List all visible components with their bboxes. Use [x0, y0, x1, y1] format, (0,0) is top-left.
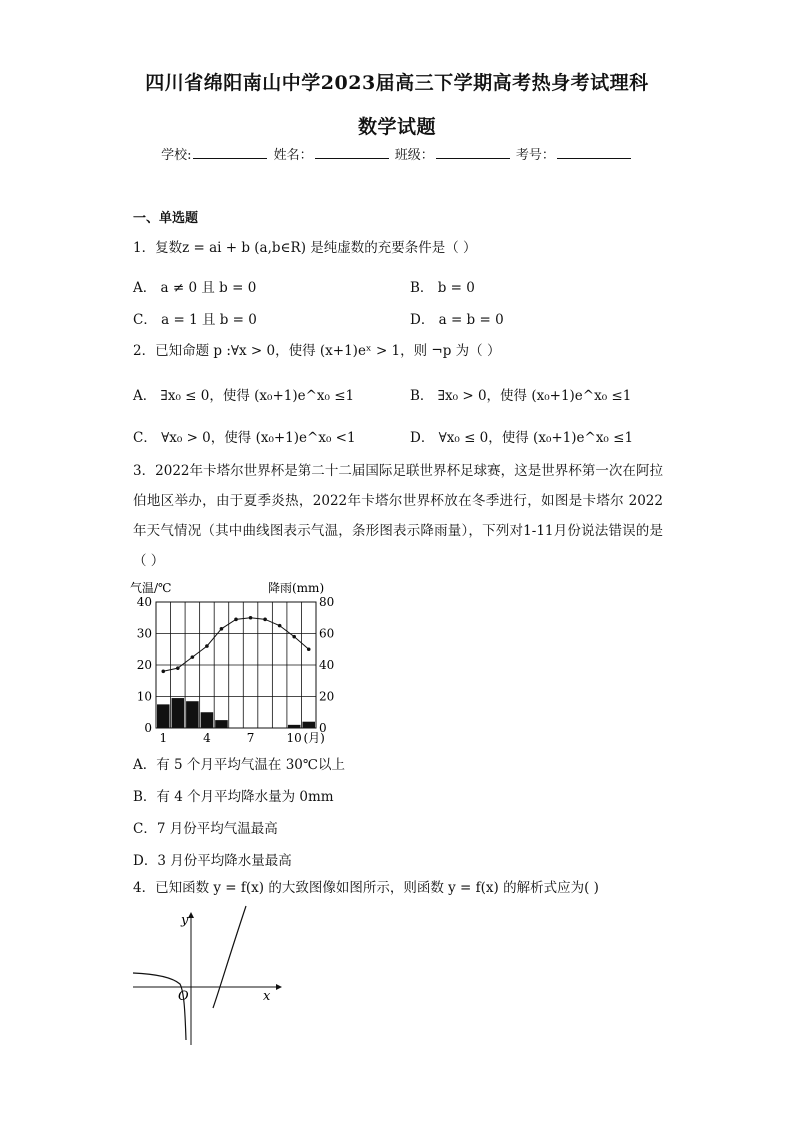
temperature-point: [263, 618, 267, 622]
right-tick-label: 80: [319, 595, 335, 609]
temperature-line: [161, 616, 310, 673]
q3-option-d: D．3 月份平均降水量最高: [133, 853, 292, 869]
q2-option-a: A． ∃x₀ ≤ 0，使得 (x₀+1)e^x₀ ≤1: [133, 388, 355, 404]
q3-option-c: C．7 月份平均气温最高: [133, 821, 278, 837]
class-blank: [436, 146, 510, 159]
q1-stem: 1．复数z = ai + b (a,b∈R) 是纯虚数的充要条件是（ ）: [133, 240, 477, 256]
curve-right-branch: [213, 906, 246, 1008]
rainfall-bar: [302, 722, 315, 728]
x-unit-label: (月): [303, 731, 325, 745]
temperature-point: [191, 655, 195, 659]
rainfall-bar: [288, 725, 301, 728]
right-tick-label: 60: [319, 626, 335, 641]
left-tick-label: 40: [136, 595, 152, 609]
x-tick-label: 10: [286, 731, 302, 745]
q2-stem: 2．已知命题 p :∀x > 0，使得 (x+1)eˣ > 1，则 ¬p 为（ ）: [133, 343, 501, 359]
x-tick-label: 7: [246, 731, 255, 745]
section-heading: 一、单选题: [133, 211, 199, 226]
temperature-point: [234, 618, 238, 622]
rainfall-bar: [186, 701, 199, 728]
student-info-row: [0, 144, 794, 163]
temperature-point: [205, 644, 209, 648]
temperature-point: [220, 627, 224, 631]
right-tick-label: 20: [319, 689, 335, 704]
temperature-point: [292, 635, 296, 639]
right-tick-label: 40: [319, 658, 335, 672]
exam-title-line2: 数学试题: [357, 116, 436, 138]
rainfall-bar: [172, 698, 185, 728]
x-tick-label: 4: [203, 731, 211, 745]
temperature-point: [249, 616, 253, 620]
function-graph: [128, 900, 288, 1050]
q3-option-b: B．有 4 个月平均降水量为 0mm: [133, 789, 334, 805]
q1-option-a: A． a ≠ 0 且 b = 0: [133, 280, 257, 296]
temperature-point: [278, 624, 282, 628]
left-tick-label: 30: [136, 626, 152, 641]
q3-option-a: A．有 5 个月平均气温在 30℃以上: [133, 757, 345, 773]
q1-option-c: C． a = 1 且 b = 0: [133, 312, 257, 328]
temperature-point: [161, 670, 165, 674]
origin-label: O: [178, 989, 189, 1004]
id-blank: [557, 146, 631, 159]
q1-option-d: D． a = b = 0: [410, 312, 504, 328]
x-axis-label: x: [263, 989, 271, 1004]
rainfall-bar: [157, 704, 170, 728]
id-label: 考号：: [515, 148, 555, 163]
school-label: 学校:: [161, 148, 192, 163]
exam-title-line1: 四川省绵阳南山中学2023届高三下学期高考热身考试理科: [145, 72, 649, 94]
left-axis-label: 气温/℃: [130, 581, 172, 595]
x-tick-label: 1: [159, 731, 168, 745]
temperature-point: [307, 647, 311, 651]
left-tick-label: 20: [136, 658, 152, 672]
q4-stem: 4．已知函数 y = f(x) 的大致图像如图所示，则函数 y = f(x) 的解析式应为( ): [133, 880, 599, 896]
right-axis-label: 降雨(mm): [268, 581, 325, 595]
q2-option-d: D． ∀x₀ ≤ 0，使得 (x₀+1)e^x₀ ≤1: [410, 430, 634, 446]
q1-option-b: B． b = 0: [410, 280, 475, 296]
y-axis-label: y: [181, 913, 189, 928]
right-tick-label: 0: [319, 721, 327, 735]
rainfall-bar: [215, 720, 228, 728]
left-tick-label: 10: [136, 689, 152, 704]
rainfall-bar: [201, 712, 214, 728]
class-label: 班级：: [394, 148, 434, 163]
q2-option-b: B． ∃x₀ > 0，使得 (x₀+1)e^x₀ ≤1: [410, 388, 632, 404]
x-axis-arrow: [276, 984, 282, 990]
school-blank: [193, 146, 267, 159]
name-blank: [315, 146, 389, 159]
weather-chart: [128, 576, 348, 748]
rainfall-bars: [157, 698, 315, 728]
temperature-point: [176, 666, 180, 670]
y-axis-arrow: [188, 912, 194, 918]
q2-option-c: C． ∀x₀ > 0，使得 (x₀+1)e^x₀ <1: [133, 430, 356, 446]
q3-stem: 3．2022年卡塔尔世界杯是第二十二届国际足联世界杯足球赛，这是世界杯第一次在阿拉伯地区举办，由于夏季炎热，2022年卡塔尔世界杯放在冬季进行，如图是卡塔尔 2022年天气情况（其中曲线图表示气温，条形图表示降雨量），下列对1-11月份说法错误的是（ ）: [133, 463, 663, 569]
left-tick-label: 0: [144, 721, 152, 735]
curve-left-branch: [133, 973, 186, 1040]
name-label: 姓名：: [273, 148, 313, 163]
